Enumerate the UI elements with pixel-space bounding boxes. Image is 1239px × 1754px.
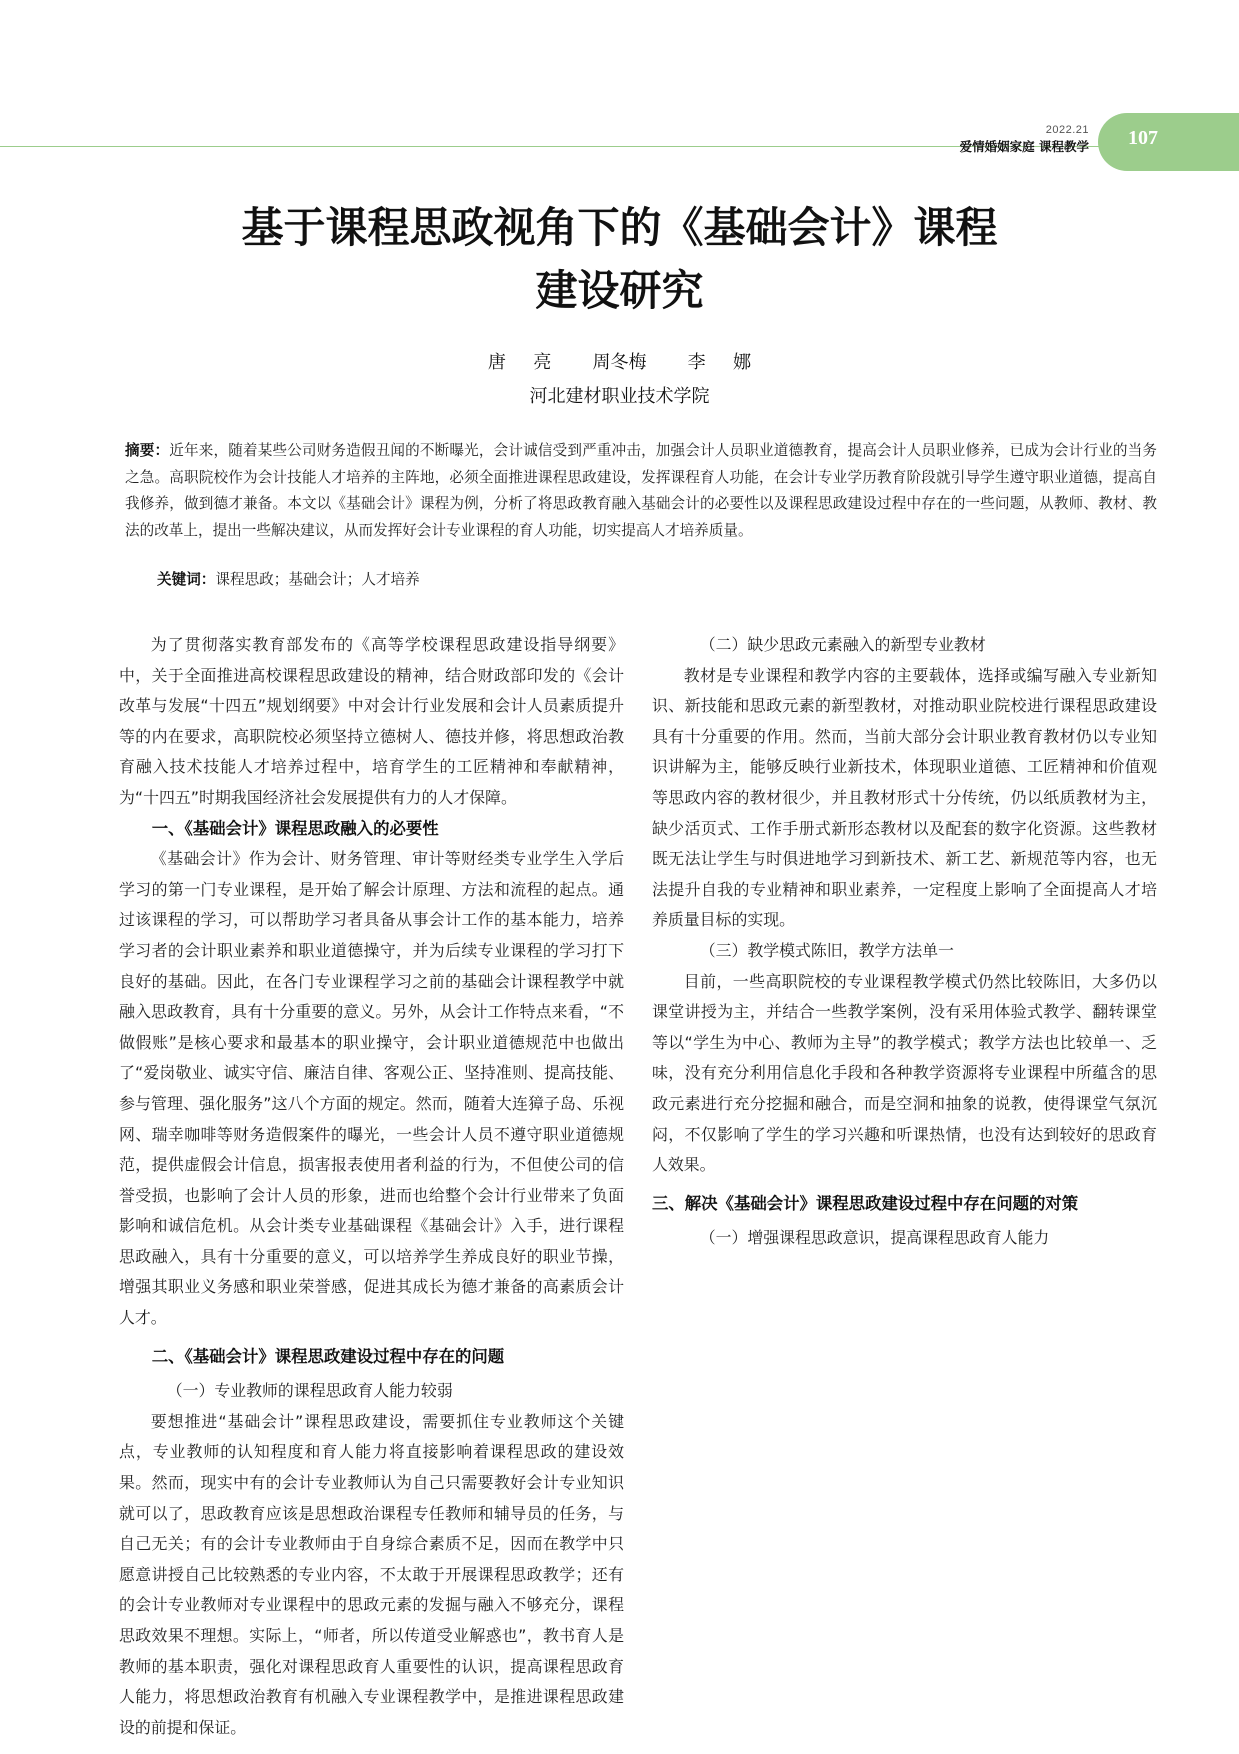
body-column-left [119,630,624,1743]
issue-number: 2022.21 [1045,124,1089,136]
page-number-tab [1098,113,1239,171]
header-rule [0,146,1100,147]
title-line-1: 基于课程思政视角下的《基础会计》课程 [241,203,998,252]
article-title [0,196,1239,322]
keywords [157,567,1157,594]
intro-paragraph: 为了贯彻落实教育部发布的《高等学校课程思政建设指导纲要》中，关于全面推进高校课程思政建设的精神，结合财政部印发的《会计改革与发展“十四五”规划纲要》中对会计行业发展和会计人员素质提升等的内在要求，高职院校必须坚持立德树人、德技并修，将思想政治教育融入技术技能人才培养过程中，培育学生的工匠精神和奉献精神，为“十四五”时期我国经济社会发展提供有力的人才保障。 [119,635,624,807]
journal-name: 爱情婚姻家庭 课程教学 [959,139,1089,154]
section-2-subheading-2: （二）缺少思政元素融入的新型专业教材 [699,635,986,654]
body-column-right [652,630,1157,1254]
keywords-label: 关键词： [157,571,216,588]
abstract-label: 摘要： [125,442,170,459]
affiliation: 河北建材职业技术学院 [529,386,710,407]
section-3-heading: 三、解决《基础会计》课程思政建设过程中存在问题的对策 [652,1193,1079,1213]
section-2-subheading-1: （一）专业教师的课程思政育人能力较弱 [166,1381,453,1401]
page-number: 107 [1128,127,1158,149]
section-2-sub1-paragraph: 要想推进“基础会计”课程思政建设，需要抓住专业教师这个关键点，专业教师的认知程度和育人能力将直接影响着课程思政的建设效果。然而，现实中有的会计专业教师认为自己只需要教好会计专业知识就可以了，思政教育应该是思想政治课程专任教师和辅导员的任务，与自己无关；有的会计专业教师由于自身综合素质不足，因而在教学中只愿意讲授自己比较熟悉的专业内容，不太敢于开展课程思政教学；还有的会计专业教师对专业课程中的思政元素的发掘与融入不够充分，课程思政效果不理想。实际上，“师者，所以传道受业解惑也”，教书育人是教师的基本职责，强化对课程思政育人重要性的认识，提高课程思政育人能力，将思想政治教育有机融入专业课程教学中，是推进课程思政建设的前提和保证。 [119,1411,624,1737]
running-header [960,124,1089,155]
abstract-text: 近年来，随着某些公司财务造假丑闻的不断曝光，会计诚信受到严重冲击，加强会计人员职业道德教育，提高会计人员职业修养，已成为会计行业的当务之急。高职院校作为会计技能人才培养的主阵地，必须全面推进课程思政建设，发挥课程育人功能，在会计专业学历教育阶段就引导学生遵守职业道德，提高自我修养，做到德才兼备。本文以《基础会计》课程为例，分析了将思政教育融入基础会计的必要性以及课程思政建设过程中存在的一些问题，从教师、教材、教法的改革上，提出一些解决建议，从而发挥好会计专业课程的育人功能，切实提高人才培养质量。 [125,442,1157,539]
section-2-sub2-paragraph: 教材是专业课程和教学内容的主要载体，选择或编写融入专业新知识、新技能和思政元素的新型教材，对推动职业院校进行课程思政建设具有十分重要的作用。然而，当前大部分会计职业教育教材仍以专业知识讲解为主，能够反映行业新技术，体现职业道德、工匠精神和价值观等思政内容的教材很少，并且教材形式十分传统，仍以纸质教材为主，缺少活页式、工作手册式新形态教材以及配套的数字化资源。这些教材既无法让学生与时俱进地学习到新技术、新工艺、新规范等内容，也无法提升自我的专业精神和职业素养，一定程度上影响了全面提高人才培养质量目标的实现。 [652,665,1157,930]
authors: 唐 亮 周冬梅 李 娜 [487,352,752,373]
keywords-text: 课程思政；基础会计；人才培养 [215,571,420,588]
section-2-heading: 二、《基础会计》课程思政建设过程中存在的问题 [151,1346,505,1366]
section-2-subheading-3: （三）教学模式陈旧，教学方法单一 [699,940,954,960]
title-line-2: 建设研究 [535,266,704,315]
section-1-paragraph: 《基础会计》作为会计、财务管理、审计等财经类专业学生入学后学习的第一门专业课程，是开始了解会计原理、方法和流程的起点。通过该课程的学习，可以帮助学习者具备从事会计工作的基本能力，培养学习者的会计职业素养和职业道德操守，并为后续专业课程的学习打下良好的基础。因此，在各门专业课程学习之前的基础会计课程教学中就融入思政教育，具有十分重要的意义。另外，从会计工作特点来看，“不做假账”是核心要求和最基本的职业操守，会计职业道德规范中也做出了“爱岗敬业、诚实守信、廉洁自律、客观公正、坚持准则、提高技能、参与管理、强化服务”这八个方面的规定。然而，随着大连獐子岛、乐视网、瑞幸咖啡等财务造假案件的曝光，一些会计人员不遵守职业道德规范，提供虚假会计信息，损害报表使用者利益的行为，不但使公司的信誉受损，也影响了会计人员的形象，进而也给整个会计行业带来了负面影响和诚信危机。从会计类专业基础课程《基础会计》入手，进行课程思政融入，具有十分重要的意义，可以培养学生养成良好的职业节操，增强其职业义务感和职业荣誉感，促进其成长为德才兼备的高素质会计人才。 [119,849,624,1328]
abstract [125,438,1157,544]
section-1-heading: 一、《基础会计》课程思政融入的必要性 [151,818,439,838]
section-3-subheading-1: （一）增强课程思政意识，提高课程思政育人能力 [699,1228,1050,1248]
section-2-sub3-paragraph: 目前，一些高职院校的专业课程教学模式仍然比较陈旧，大多仍以课堂讲授为主，并结合一些教学案例，没有采用体验式教学、翻转课堂等以“学生为中心、教师为主导”的教学模式；教学方法也比较单一、乏味，没有充分利用信息化手段和各种教学资源将专业课程中所蕴含的思政元素进行充分挖掘和融合，而是空洞和抽象的说教，使得课堂气氛沉闷，不仅影响了学生的学习兴趣和听课热情，也没有达到较好的思政育人效果。 [652,971,1157,1175]
